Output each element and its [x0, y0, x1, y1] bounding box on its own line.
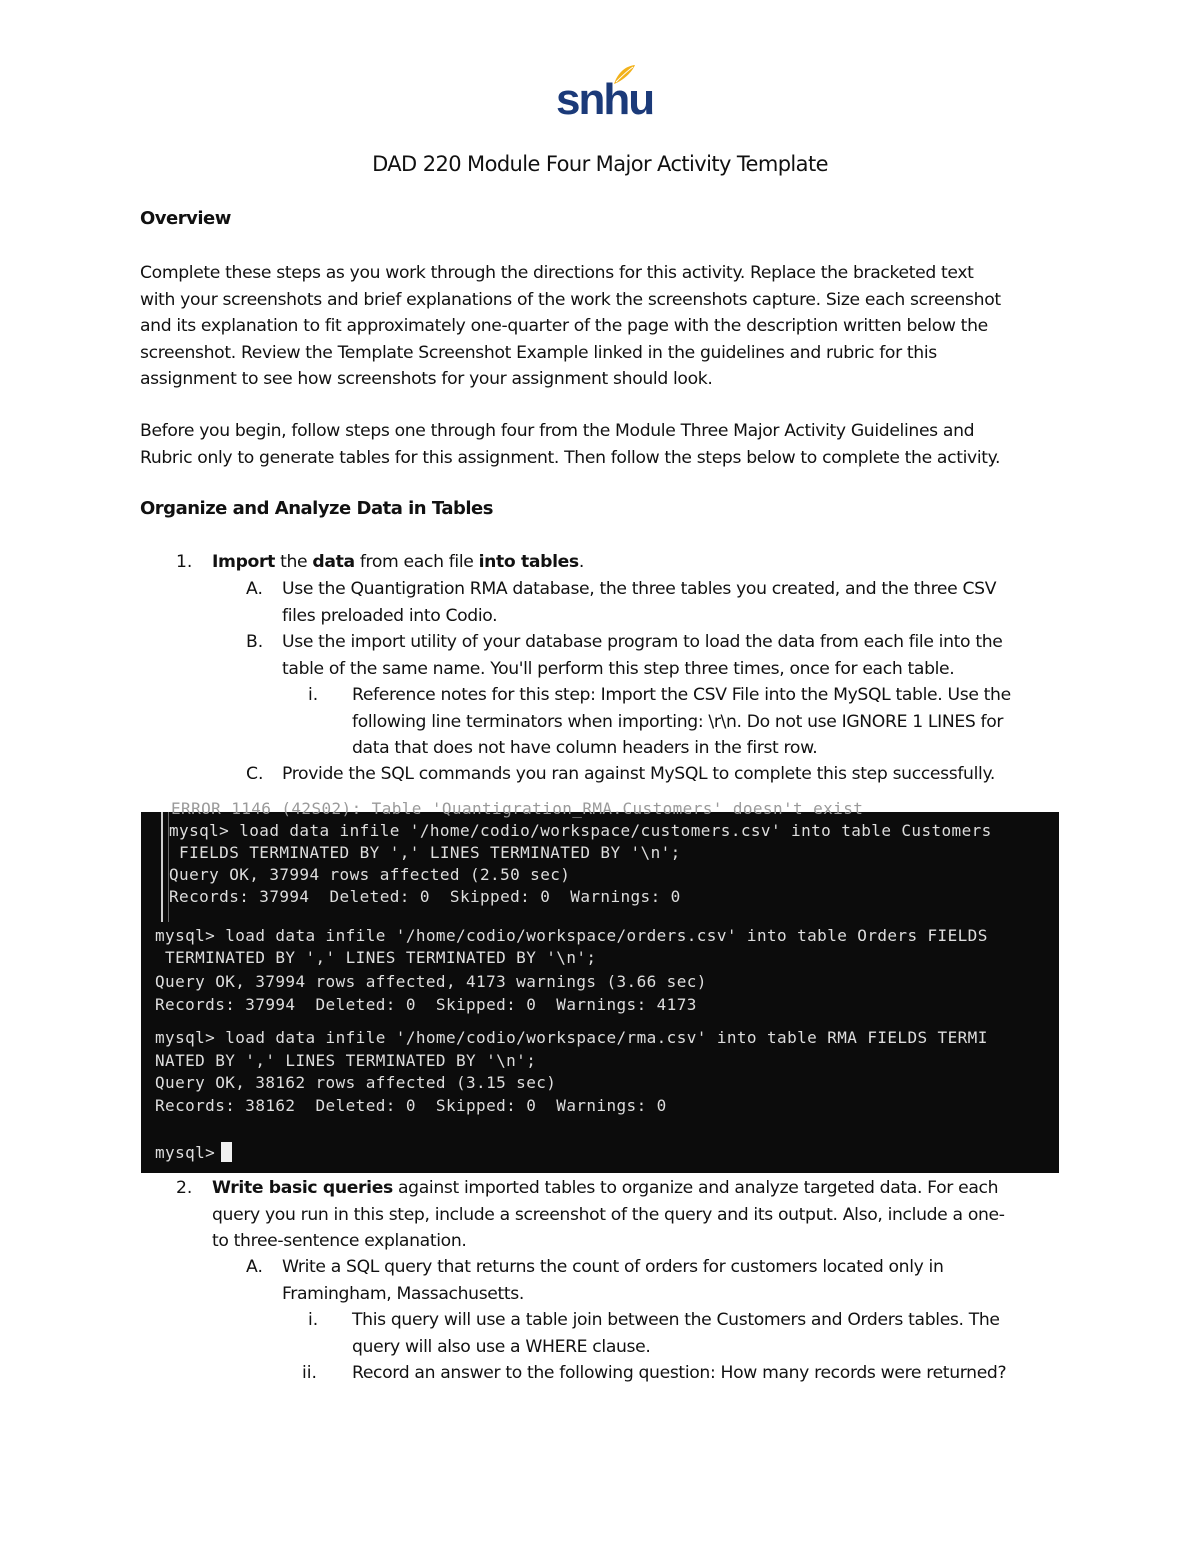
- terminal-line: mysql> load data infile '/home/codio/workspace/orders.csv' into table Orders FIELDS: [155, 926, 988, 945]
- text-line: table of the same name. You'll perform this step three times, once for each table.: [282, 658, 955, 679]
- text: against imported tables to organize and analyze targeted data. For each: [392, 1178, 999, 1198]
- step-1bi-text: [352, 682, 1011, 762]
- text-line: Use the Quantigration RMA database, the three tables you created, and the three CSV: [282, 579, 997, 599]
- terminal-line: FIELDS TERMINATED BY ',' LINES TERMINATED BY '\n';: [169, 843, 681, 862]
- step-1c-text: [282, 761, 995, 788]
- text-line: with your screenshots and brief explanations of the work the screenshots capture. Size each screenshot: [140, 289, 1001, 310]
- bold-text: into tables: [478, 552, 579, 572]
- list-marker: ii.: [302, 1363, 318, 1383]
- overview-heading: Overview: [140, 208, 231, 229]
- step-2-text: [212, 1175, 1005, 1255]
- list-marker: i.: [308, 1310, 319, 1330]
- text-line: Before you begin, follow steps one through four from the Module Three Major Activity Guidelines and: [140, 421, 975, 441]
- terminal-screenshot: [141, 799, 1059, 1173]
- step-1a-text: [282, 576, 996, 629]
- text: the: [275, 552, 313, 572]
- text: from each file: [354, 552, 479, 572]
- section-heading: Organize and Analyze Data in Tables: [140, 498, 493, 519]
- page-title: DAD 220 Module Four Major Activity Template: [372, 152, 828, 176]
- text-line: query will also use a WHERE clause.: [352, 1336, 651, 1357]
- bold-text: data: [312, 552, 355, 572]
- text-line: following line terminators when importing: \r\n. Do not use IGNORE 1 LINES for: [352, 711, 1004, 732]
- text-line: Rubric only to generate tables for this assignment. Then follow the steps below to complete the activity.: [140, 447, 1001, 468]
- text-line: query you run in this step, include a screenshot of the query and its output. Also, include a one-: [212, 1204, 1005, 1225]
- step-1b-text: [282, 629, 1002, 682]
- text-line: This query will use a table join between the Customers and Orders tables. The: [352, 1310, 1000, 1330]
- list-marker: A.: [246, 579, 263, 599]
- text-line: Provide the SQL commands you ran against MySQL to complete this step successfully.: [282, 764, 995, 784]
- text-line: Framingham, Massachusetts.: [282, 1283, 525, 1304]
- text-line: files preloaded into Codio.: [282, 605, 498, 626]
- text-line: screenshot. Review the Template Screenshot Example linked in the guidelines and rubric for this: [140, 342, 937, 363]
- terminal-line: TERMINATED BY ',' LINES TERMINATED BY '\n';: [155, 948, 597, 967]
- prompt-text: mysql>: [155, 1143, 216, 1162]
- overview-paragraph-1: [140, 260, 1070, 393]
- list-marker: C.: [246, 764, 264, 784]
- terminal-line: Records: 38162 Deleted: 0 Skipped: 0 Warnings: 0: [155, 1096, 667, 1115]
- text-line: Use the import utility of your database program to load the data from each file into the: [282, 632, 1003, 652]
- text-line: assignment to see how screenshots for your assignment should look.: [140, 369, 713, 389]
- step-2ai-text: [352, 1307, 1000, 1360]
- terminal-line: Query OK, 37994 rows affected, 4173 warnings (3.66 sec): [155, 972, 707, 991]
- terminal-line: ERROR 1146 (42S02): Table 'Quantigration_RMA.Customers' doesn't exist: [171, 799, 864, 818]
- step-2a-text: [282, 1254, 944, 1307]
- terminal-line: mysql> load data infile '/home/codio/workspace/rma.csv' into table RMA FIELDS TERMI: [155, 1028, 988, 1047]
- text-line: Reference notes for this step: Import the CSV File into the MySQL table. Use the: [352, 685, 1011, 705]
- overview-paragraph-2: [140, 418, 1070, 471]
- terminal-scroll-marker: [161, 812, 169, 922]
- bold-text: Write basic queries: [212, 1178, 393, 1198]
- step-2aii-text: [352, 1360, 1006, 1387]
- list-marker: B.: [246, 632, 264, 652]
- snhu-logo: [556, 64, 654, 124]
- text-line: data that does not have column headers in the first row.: [352, 738, 818, 758]
- text-line: Write a SQL query that returns the count of orders for customers located only in: [282, 1257, 944, 1277]
- text-line: and its explanation to fit approximately one-quarter of the page with the description written below the: [140, 316, 988, 336]
- list-marker: 2.: [176, 1178, 193, 1198]
- logo-text: snhu: [556, 75, 654, 124]
- terminal-line: mysql> load data infile '/home/codio/workspace/customers.csv' into table Customers: [169, 821, 992, 840]
- list-marker: A.: [246, 1257, 263, 1277]
- terminal-line: Query OK, 38162 rows affected (3.15 sec): [155, 1073, 557, 1092]
- terminal-line: Query OK, 37994 rows affected (2.50 sec): [169, 865, 571, 884]
- terminal-line: Records: 37994 Deleted: 0 Skipped: 0 Warnings: 0: [169, 887, 681, 906]
- terminal-line: Records: 37994 Deleted: 0 Skipped: 0 Warnings: 4173: [155, 995, 697, 1014]
- text-line: Complete these steps as you work through the directions for this activity. Replace the bracketed text: [140, 263, 974, 283]
- text-line: Record an answer to the following question: How many records were returned?: [352, 1363, 1007, 1383]
- step-1-text: [212, 549, 584, 576]
- list-marker: 1.: [176, 552, 193, 572]
- text: .: [578, 552, 584, 572]
- terminal-cursor: [221, 1142, 232, 1162]
- terminal-prompt: [155, 1142, 232, 1162]
- terminal-line: NATED BY ',' LINES TERMINATED BY '\n';: [155, 1051, 537, 1070]
- bold-text: Import: [212, 552, 276, 572]
- list-marker: i.: [308, 685, 319, 705]
- text-line: [212, 1175, 1005, 1202]
- text-line: to three-sentence explanation.: [212, 1231, 467, 1251]
